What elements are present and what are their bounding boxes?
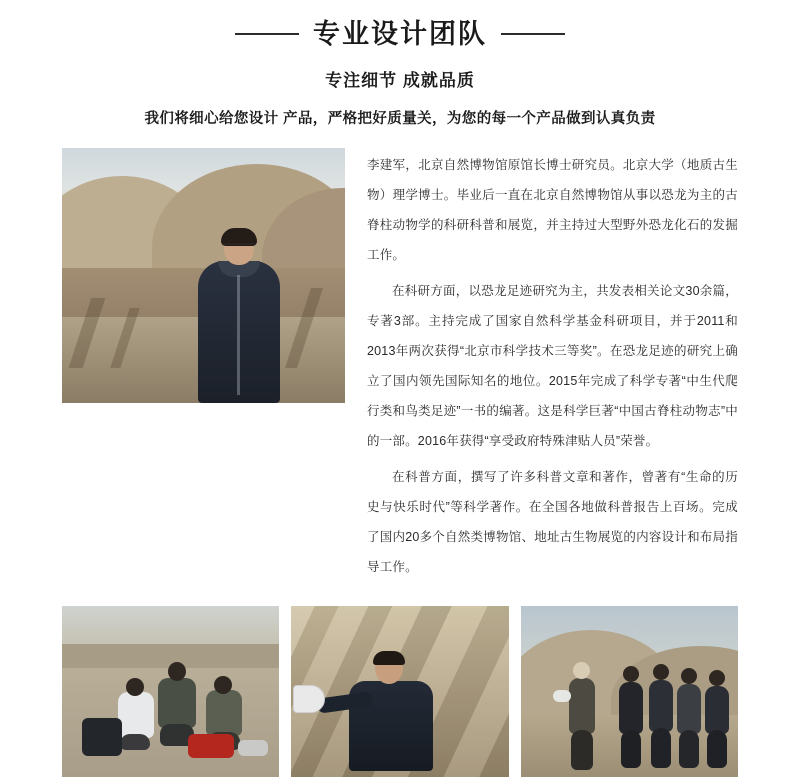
- biography-text: [367, 148, 738, 588]
- figure-legs: [120, 734, 150, 750]
- title-rule-right: [501, 33, 565, 35]
- fieldwork-photo-group-hillside: [521, 606, 738, 777]
- biography-paragraph: 李建军，北京自然博物馆原馆长博士研究员。北京大学（地质古生物）理学博士。毕业后一直在北京自然博物馆从事以恐龙为主的古脊柱动物学的科研科普和展览，并主持过大型野外恐龙化石的发掘工作。: [367, 158, 738, 263]
- portrait-photo: [62, 148, 345, 403]
- figure-legs: [621, 730, 641, 768]
- figure-legs: [651, 728, 671, 768]
- figure-torso: [118, 692, 154, 738]
- figure-torso: [649, 680, 673, 732]
- page-subtitle: 专注细节 成就品质: [325, 71, 475, 91]
- figure-visitor: [703, 670, 731, 768]
- figure-head: [653, 664, 669, 680]
- fieldwork-photo-megaphone-rock: [291, 606, 508, 777]
- figure-torso: [619, 682, 643, 734]
- speaker-figure: [345, 651, 441, 771]
- photo-strip: [0, 606, 800, 777]
- figure-torso: [206, 690, 242, 736]
- figure-torso: [569, 678, 595, 734]
- page-title: 专业设计团队: [313, 19, 487, 49]
- portrait-figure: [190, 231, 286, 403]
- figure-guide: [565, 660, 599, 770]
- figure-legs: [679, 730, 699, 768]
- megaphone-icon: [553, 690, 571, 702]
- page-header: [0, 0, 800, 128]
- figure-legs: [707, 730, 727, 768]
- figure-head: [709, 670, 725, 686]
- backpack-red: [188, 734, 234, 758]
- title-rule-left: [235, 33, 299, 35]
- figure-zipper: [237, 275, 240, 395]
- glasses-icon: [223, 243, 255, 252]
- backpack-black: [82, 718, 122, 756]
- biography-paragraph: 在科研方面，以恐龙足迹研究为主，共发表相关论文30余篇，专著3部。主持完成了国家自然科学基金科研项目，并于2011和2013年两次获得“北京市科学技术三等奖”。在恐龙足迹的研究上确立了国内领先国际知名的地位。2015年完成了科学专著“中生代爬行类和鸟类足迹”一书的编著。这是科学巨著“中国古脊柱动物志”中的一部。2016年获得“享受政府特殊津贴人员”荣誉。: [367, 284, 738, 449]
- figure-visitor: [647, 664, 675, 768]
- figure-visitor: [675, 668, 703, 768]
- figure-torso: [677, 684, 701, 734]
- figure-head: [681, 668, 697, 684]
- figure-head: [623, 666, 639, 682]
- figure-torso: [705, 686, 729, 734]
- megaphone-icon: [293, 685, 325, 713]
- figure-hair: [373, 651, 405, 665]
- title-row: [0, 18, 800, 50]
- page-tagline: 我们将细心给您设计 产品，严格把好质量关，为您的每一个产品做到认真负责: [144, 111, 656, 128]
- figure-torso: [158, 678, 196, 728]
- figure-visitor: [617, 666, 645, 768]
- biography-paragraph: 在科普方面，撰写了许多科普文章和著作，曾著有“生命的历史与快乐时代”等科学著作。在全国各地做科普报告上百场。完成了国内20多个自然类博物馆、地址古生物展览的内容设计和布局指导工作。: [367, 470, 738, 575]
- equipment-case: [238, 740, 268, 756]
- hat-icon: [573, 662, 590, 679]
- profile-section: [0, 148, 800, 588]
- fieldwork-photo-group-survey: [62, 606, 279, 777]
- figure-legs: [571, 730, 593, 770]
